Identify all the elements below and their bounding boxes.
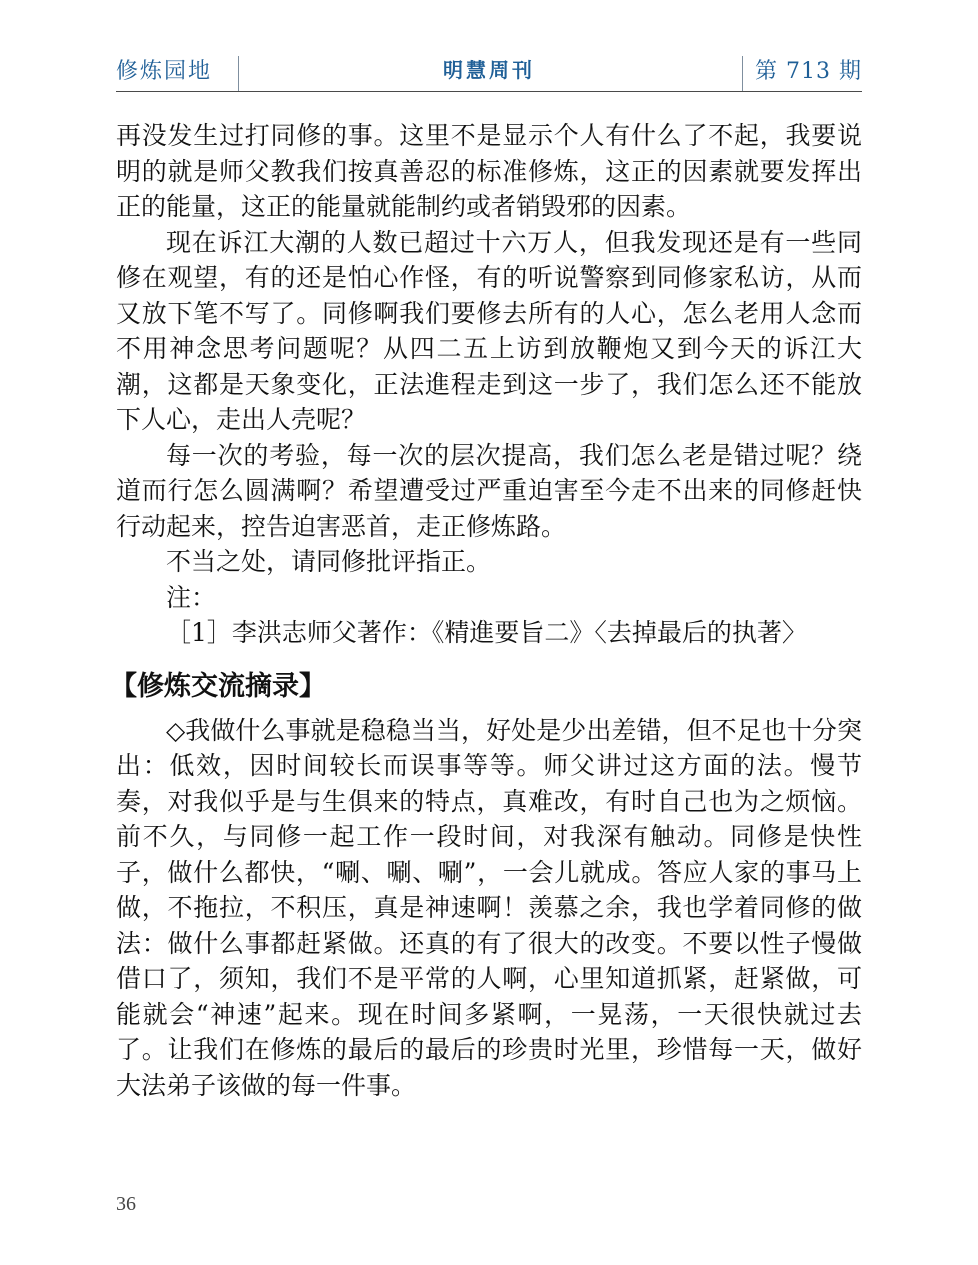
paragraph: 现在诉江大潮的人数已超过十六万人，但我发现还是有一些同修在观望，有的还是怕心作怪，有的听说警察到同修家私访，从而又放下笔不写了。同修啊我们要修去所有的人心，怎么老用人念而不用神念思考问题呢？从四二五上访到放鞭炮又到今天的诉江大潮，这都是天象变化，正法進程走到这一步了，我们怎么还不能放下人心，走出人壳呢？ [116,227,862,434]
running-header [116,50,862,92]
header-section-name: 修炼园地 [116,59,213,84]
note-label: 注： [166,582,217,612]
paragraph: 不当之处，请同修批评指正。 [166,547,492,576]
paragraph: 每一次的考验，每一次的层次提高，我们怎么老是错过呢？绕道而行怎么圆满啊？希望遭受过严重迫害至今走不出来的同修赶快行动起来，控告迫害恶首，走正修炼路。 [116,440,862,541]
paragraph: ◇我做什么事就是稳稳当当，好处是少出差错，但不足也十分突出：低效，因时间较长而误事等等。师父讲过这方面的法。慢节奏，对我似乎是与生俱来的特点，真难改，有时自己也为之烦恼。前不久，与同修一起工作一段时间，对我深有触动。同修是快性子，做什么都快，“唰、唰、唰”，一会儿就成。答应人家的事马上做，不拖拉，不积压，真是神速啊！羡慕之余，我也学着同修的做法：做什么事都赶紧做。还真的有了很大的改变。不要以性子慢做借口了，须知，我们不是平常的人啊，心里知道抓紧，赶紧做，可能就会“神速”起来。现在时间多紧啊，一晃荡，一天很快就过去了。让我们在修炼的最后的最后的珍贵时光里，珍惜每一天，做好大法弟子该做的每一件事。 [116,715,862,1100]
article-body [110,118,862,1103]
paragraph: 再没发生过打同修的事。这里不是显示个人有什么了不起，我要说明的就是师父教我们按真善忍的标准修炼，这正的因素就要发挥出正的能量，这正的能量就能制约或者销毁邪的因素。 [116,121,862,221]
footnote: ［1］李洪志师父著作：《精進要旨二》〈去掉最后的执著〉 [166,618,807,647]
header-divider [742,56,743,92]
header-rule [116,91,862,92]
section-title: 【修炼交流摘录】 [110,670,326,702]
header-issue-number: 第 713 期 [755,59,862,84]
page-number: 36 [116,1193,136,1215]
header-publication-title: 明慧周刊 [443,58,535,82]
